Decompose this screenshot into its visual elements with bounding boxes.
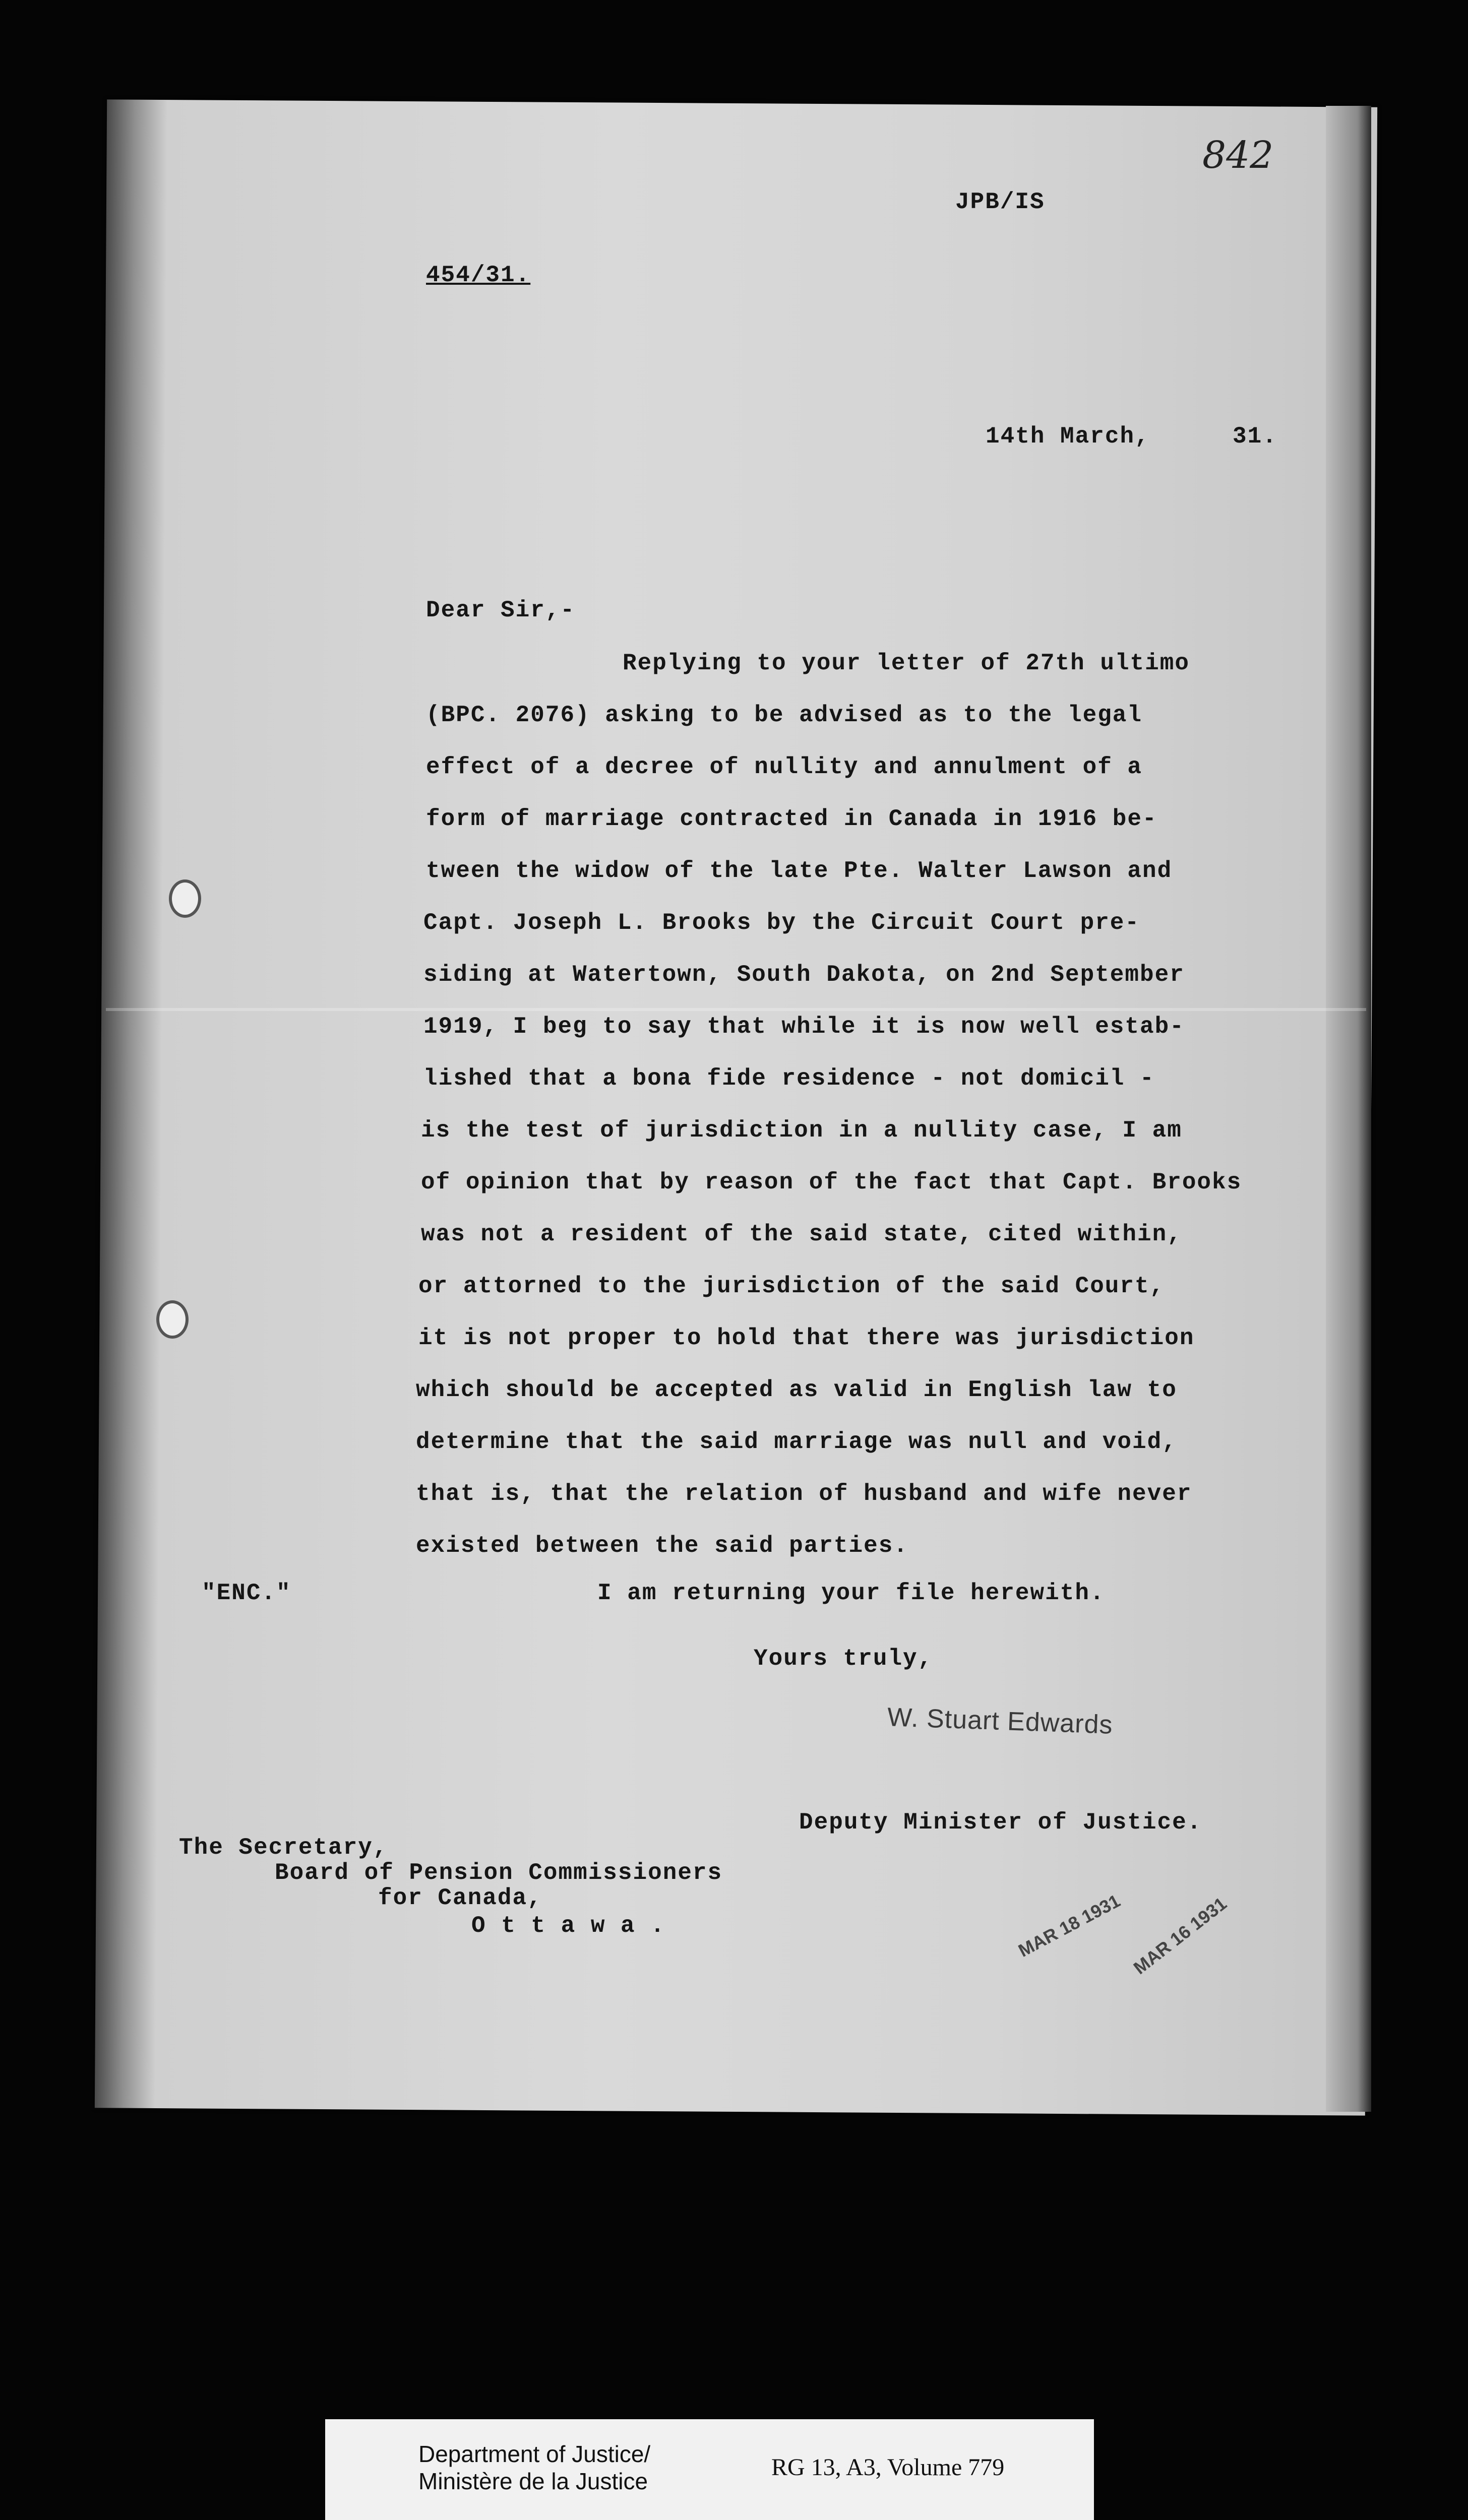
- body-line: of opinion that by reason of the fact that Capt. Brooks: [421, 1169, 1242, 1195]
- body-line: Replying to your letter of 27th ultimo: [623, 650, 1190, 676]
- body-line: (BPC. 2076) asking to be advised as to the legal: [426, 702, 1143, 728]
- received-stamp: MAR 16 1931: [1129, 1893, 1231, 1979]
- received-stamp: MAR 18 1931: [1015, 1890, 1124, 1961]
- page-edge: [1326, 106, 1371, 2112]
- signature: W. Stuart Edwards: [887, 1703, 1114, 1740]
- letter-year: 31.: [1233, 423, 1277, 450]
- department-line: Ministère de la Justice: [418, 2468, 648, 2494]
- body-line: siding at Watertown, South Dakota, on 2nd September: [423, 962, 1185, 988]
- body-line: tween the widow of the late Pte. Walter Lawson and: [426, 858, 1173, 884]
- letter-date: 14th March,: [986, 423, 1150, 450]
- initials: JPB/IS: [955, 189, 1045, 215]
- body-line: which should be accepted as valid in English law to: [416, 1377, 1177, 1403]
- file-reference: 454/31.: [426, 262, 531, 288]
- body-line: lished that a bona fide residence - not domicil -: [423, 1065, 1155, 1092]
- body-line: that is, that the relation of husband and wife never: [416, 1481, 1192, 1507]
- body-line: Capt. Joseph L. Brooks by the Circuit Court pre-: [423, 910, 1140, 936]
- enclosure-note: "ENC.": [202, 1580, 291, 1606]
- body-line: existed between the said parties.: [416, 1533, 908, 1559]
- signer-title: Deputy Minister of Justice.: [799, 1809, 1202, 1836]
- punch-hole-upper: [169, 879, 201, 918]
- punch-hole-lower: [156, 1300, 189, 1339]
- body-line: or attorned to the jurisdiction of the said Court,: [418, 1273, 1165, 1299]
- body-line: is the test of jurisdiction in a nullity case, I am: [421, 1117, 1182, 1144]
- body-line: effect of a decree of nullity and annulment of a: [426, 754, 1143, 780]
- complimentary-close: Yours truly,: [754, 1646, 933, 1672]
- body-line: was not a resident of the said state, cited within,: [421, 1221, 1182, 1247]
- address-line: O t t a w a .: [471, 1913, 665, 1939]
- body-line: form of marriage contracted in Canada in 1916 be-: [426, 806, 1157, 832]
- body-line: 1919, I beg to say that while it is now well estab-: [423, 1014, 1185, 1040]
- closing-line: I am returning your file herewith.: [597, 1580, 1105, 1606]
- address-line: The Secretary,: [179, 1835, 388, 1861]
- body-line: determine that the said marriage was null and void,: [416, 1429, 1177, 1455]
- department-name: [418, 2440, 650, 2495]
- address-line: for Canada,: [378, 1885, 542, 1911]
- department-line: Department of Justice/: [418, 2441, 651, 2467]
- folio-number: 842: [1202, 134, 1274, 177]
- salutation: Dear Sir,-: [426, 597, 576, 623]
- page-fold: [106, 1008, 1366, 1011]
- record-reference: RG 13, A3, Volume 779: [771, 2454, 1005, 2481]
- body-line: it is not proper to hold that there was jurisdiction: [418, 1325, 1195, 1351]
- archive-label: [325, 2419, 1094, 2520]
- address-line: Board of Pension Commissioners: [275, 1860, 723, 1886]
